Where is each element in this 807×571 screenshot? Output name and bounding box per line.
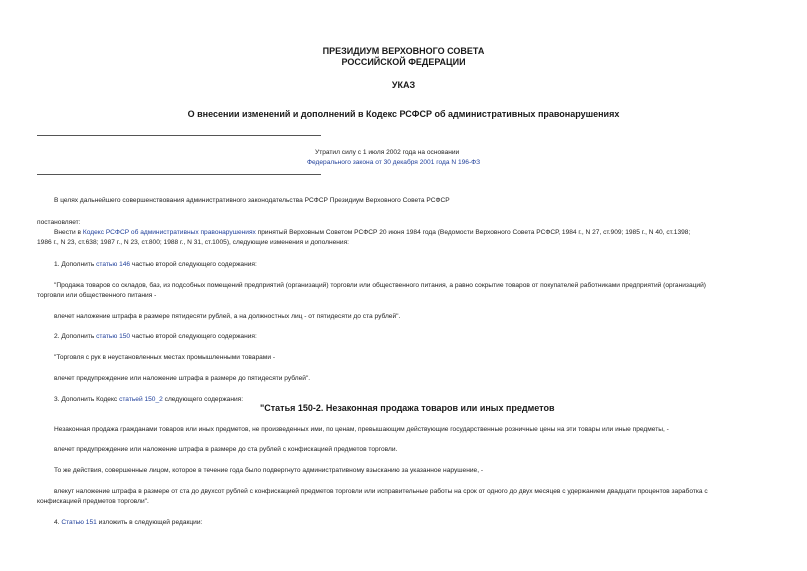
paragraph-1-rest: принятый Верховным Советом РСФСР 20 июня 1984 года (Ведомости Верховного Совета РСФСР, 1984 г., N 27, ст.909; 1985 г., N 40, ст.1398; (255, 229, 691, 236)
article-paragraph-4: влекут наложение штрафа в размере от ста до двухсот рублей с конфискацией предметов торговли или исправительные работы на срок от одного до двух месяцев с удержанием двадцати процентов заработка с (54, 488, 708, 495)
article-paragraph-3: То же действия, совершенные лицом, которое в течение года было подвергнуто административному взысканию за указанное нарушение, - (54, 467, 484, 474)
issuer-line-1: ПРЕЗИДИУМ ВЕРХОВНОГО СОВЕТА (322, 46, 485, 56)
article-146-link[interactable]: статью 146 (96, 261, 131, 268)
article-heading: "Статья 150-2. Незаконная продажа товаров или иных предметов (260, 403, 555, 413)
item-2-quote: "Торговля с рук в неустановленных местах промышленными товарами - (54, 354, 276, 361)
paragraph-1-line-2: 1986 г., N 23, ст.638; 1987 г., N 23, ст.800; 1988 г., N 31, ст.1005), следующие изменения и дополнения: (37, 239, 349, 246)
repeal-law-link[interactable]: Федерального закона от 30 декабря 2001 года N 196-ФЗ (307, 159, 481, 166)
document-type: УКАЗ (391, 80, 416, 90)
item-2-prefix: 2. Дополнить (54, 333, 97, 340)
item-2-rest: частью второй следующего содержания: (130, 333, 257, 340)
item-4 (54, 518, 202, 527)
code-link[interactable]: Кодекс РСФСР об административных правонарушениях (82, 229, 256, 236)
intro-paragraph: В целях дальнейшего совершенствования административного законодательства РСФСР Президиум Верховного Совета РСФСР (54, 197, 450, 204)
item-2 (54, 332, 257, 341)
item-4-rest: изложить в следующей редакции: (96, 519, 203, 526)
item-4-prefix: 4. (54, 519, 62, 526)
item-1 (54, 260, 257, 269)
article-151-link[interactable]: Статью 151 (61, 519, 97, 526)
item-1-quote: "Продажа товаров со складов, баз, из подсобных помещений предприятий (организаций) торговли или общественного питания, а равно сокрытие товаров от покупателей работниками предприятий (организаций) (54, 282, 706, 289)
item-1-penalty: влечет наложение штрафа в размере пятидесяти рублей, а на должностных лиц - от пятидесяти до ста рублей". (54, 313, 401, 320)
paragraph-1-prefix: Внести в (54, 229, 83, 236)
article-150-2-link[interactable]: статьей 150_2 (119, 396, 163, 403)
item-3 (54, 395, 243, 404)
repeal-note: Утратил силу с 1 июля 2002 года на основании (315, 149, 460, 156)
item-3-rest: следующего содержания: (162, 396, 244, 403)
article-150-link[interactable]: статью 150 (96, 333, 131, 340)
divider-top (37, 135, 321, 136)
article-paragraph-1: Незаконная продажа гражданами товаров или иных предметов, не произведенных ими, по ценам, превышающим действующие государственные розничные цены на эти товары или иные предметы, - (54, 426, 669, 433)
decree-word: постановляет: (37, 219, 81, 226)
article-paragraph-4-line-2: конфискацией предметов торговли". (37, 498, 149, 505)
item-1-quote-line-2: торговли или общественного питания - (37, 292, 157, 299)
item-1-prefix: 1. Дополнить (54, 261, 97, 268)
issuer-line-2: РОССИЙСКОЙ ФЕДЕРАЦИИ (341, 57, 466, 67)
article-paragraph-2: влечет предупреждение или наложение штрафа в размере до ста рублей с конфискацией предметов торговли. (54, 446, 398, 453)
item-2-penalty: влечет предупреждение или наложение штрафа в размере до пятидесяти рублей". (54, 375, 311, 382)
item-3-prefix: 3. Дополнить Кодекс (54, 396, 120, 403)
paragraph-1 (54, 228, 690, 237)
item-1-rest: частью второй следующего содержания: (130, 261, 257, 268)
document-title: О внесении изменений и дополнений в Кодекс РСФСР об административных правонарушениях (187, 109, 620, 119)
divider-bottom (37, 174, 321, 175)
